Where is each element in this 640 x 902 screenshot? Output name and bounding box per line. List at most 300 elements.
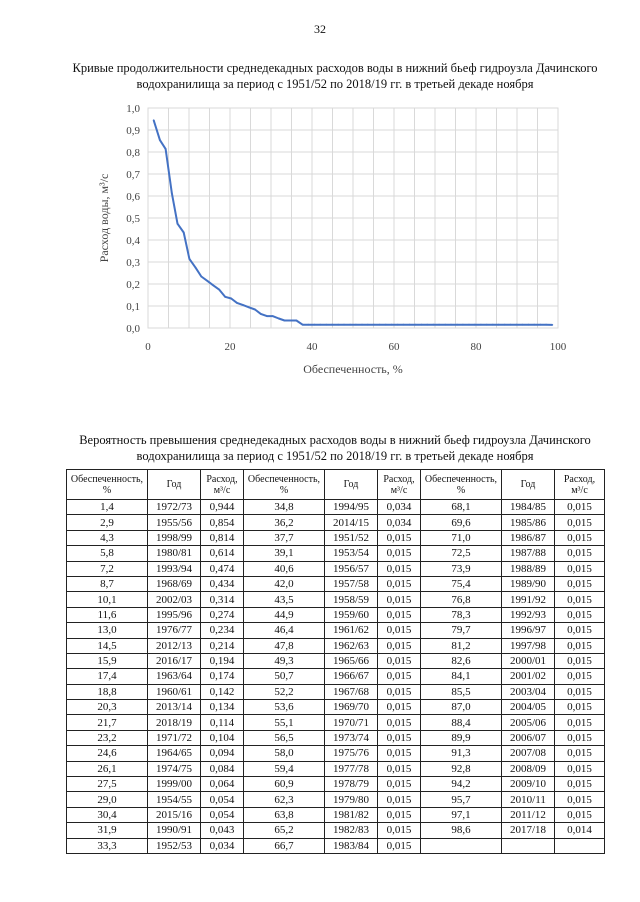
table-cell: 1974/75 — [148, 761, 201, 776]
table-cell: 31,9 — [67, 823, 148, 838]
table-cell: 1965/66 — [325, 653, 378, 668]
table-cell: 1953/54 — [325, 546, 378, 561]
table-header — [67, 470, 605, 500]
table-header-cell: Обеспеченность, % — [421, 470, 502, 500]
table-cell: 0,015 — [378, 746, 421, 761]
table-cell: 0,114 — [201, 715, 244, 730]
table-cell: 0,274 — [201, 607, 244, 622]
table-cell: 0,015 — [378, 607, 421, 622]
table-cell: 0,015 — [378, 838, 421, 853]
data-point — [438, 324, 440, 326]
table-cell: 2002/03 — [148, 592, 201, 607]
table-cell: 1989/90 — [502, 576, 555, 591]
table-cell: 0,043 — [201, 823, 244, 838]
table-row — [67, 546, 605, 561]
table-cell: 11,6 — [67, 607, 148, 622]
data-point — [456, 324, 458, 326]
data-point — [492, 324, 494, 326]
y-tick-label: 0,6 — [126, 191, 140, 203]
table-cell: 59,4 — [244, 761, 325, 776]
table-cell: 1983/84 — [325, 838, 378, 853]
table-cell: 0,015 — [378, 761, 421, 776]
table-cell: 92,8 — [421, 761, 502, 776]
table-cell: 1995/96 — [148, 607, 201, 622]
table-row — [67, 638, 605, 653]
table-cell: 0,015 — [555, 700, 605, 715]
data-point — [397, 324, 399, 326]
data-point — [314, 324, 316, 326]
table-cell: 0,015 — [555, 576, 605, 591]
table-cell: 1960/61 — [148, 684, 201, 699]
table-cell: 1997/98 — [502, 638, 555, 653]
table-cell: 1993/94 — [148, 561, 201, 576]
page-number: 32 — [314, 22, 326, 36]
table-cell: 1958/59 — [325, 592, 378, 607]
table-cell: 84,1 — [421, 669, 502, 684]
table-cell: 1954/55 — [148, 792, 201, 807]
table-cell: 1973/74 — [325, 730, 378, 745]
data-point — [242, 304, 244, 306]
table-row — [67, 730, 605, 745]
data-point — [361, 324, 363, 326]
table-cell — [502, 838, 555, 853]
data-point — [367, 324, 369, 326]
data-point — [319, 324, 321, 326]
data-point — [207, 280, 209, 282]
table-cell: 63,8 — [244, 807, 325, 822]
data-point — [409, 324, 411, 326]
table-cell: 1971/72 — [148, 730, 201, 745]
y-tick-label: 0,7 — [126, 169, 140, 181]
table-cell: 0,142 — [201, 684, 244, 699]
data-point — [331, 324, 333, 326]
table-cell: 36,2 — [244, 515, 325, 530]
table-cell: 2011/12 — [502, 807, 555, 822]
table-cell: 1969/70 — [325, 700, 378, 715]
table-cell: 2007/08 — [502, 746, 555, 761]
table-cell: 23,2 — [67, 730, 148, 745]
table-cell: 1972/73 — [148, 500, 201, 515]
table-cell: 82,6 — [421, 653, 502, 668]
table-cell: 40,6 — [244, 561, 325, 576]
table-cell: 0,015 — [378, 807, 421, 822]
x-tick-label: 60 — [388, 341, 400, 353]
data-point — [433, 324, 435, 326]
table-cell: 14,5 — [67, 638, 148, 653]
data-point — [498, 324, 500, 326]
table-cell: 1966/67 — [325, 669, 378, 684]
table-body — [67, 500, 605, 854]
x-tick-label: 100 — [549, 341, 567, 353]
table-cell: 0,015 — [378, 700, 421, 715]
data-point — [403, 324, 405, 326]
table-row — [67, 515, 605, 530]
table-cell: 0,015 — [378, 777, 421, 792]
table-cell: 2017/18 — [502, 823, 555, 838]
table-cell: 88,4 — [421, 715, 502, 730]
table-cell: 2003/04 — [502, 684, 555, 699]
table-cell: 0,015 — [555, 607, 605, 622]
data-point — [545, 324, 547, 326]
table-cell: 8,7 — [67, 576, 148, 591]
table-row — [67, 607, 605, 622]
table-cell: 30,4 — [67, 807, 148, 822]
table-cell: 58,0 — [244, 746, 325, 761]
data-point — [230, 298, 232, 300]
y-tick-label: 0,1 — [126, 301, 140, 313]
table-cell: 20,3 — [67, 700, 148, 715]
table-cell: 0,015 — [378, 530, 421, 545]
data-point — [200, 276, 202, 278]
table-cell — [555, 838, 605, 853]
data-point — [165, 148, 167, 150]
table-cell: 2010/11 — [502, 792, 555, 807]
table-cell: 10,1 — [67, 592, 148, 607]
y-tick-label: 1,0 — [126, 103, 140, 115]
table-row — [67, 592, 605, 607]
data-point — [414, 324, 416, 326]
table-cell: 1955/56 — [148, 515, 201, 530]
table-cell: 1967/68 — [325, 684, 378, 699]
data-point — [171, 192, 173, 194]
data-point — [528, 324, 530, 326]
table-row — [67, 746, 605, 761]
data-point — [373, 324, 375, 326]
table-cell: 2005/06 — [502, 715, 555, 730]
table-row — [67, 792, 605, 807]
table-cell: 0,015 — [555, 561, 605, 576]
data-point — [504, 324, 506, 326]
table-cell: 0,054 — [201, 792, 244, 807]
table-cell: 2004/05 — [502, 700, 555, 715]
table-cell: 43,5 — [244, 592, 325, 607]
table-cell: 2009/10 — [502, 777, 555, 792]
y-tick-label: 0,0 — [126, 323, 140, 335]
table-cell: 2016/17 — [148, 653, 201, 668]
table-row — [67, 684, 605, 699]
y-tick-label: 0,2 — [126, 279, 140, 291]
table-header-cell: Обеспеченность, % — [244, 470, 325, 500]
table-cell: 1999/00 — [148, 777, 201, 792]
table-cell: 0,015 — [378, 730, 421, 745]
table-header-cell: Год — [502, 470, 555, 500]
table-cell: 0,015 — [555, 669, 605, 684]
table-cell: 0,015 — [555, 592, 605, 607]
table-cell: 68,1 — [421, 500, 502, 515]
table-cell: 0,015 — [555, 653, 605, 668]
table-row — [67, 669, 605, 684]
table-cell: 46,4 — [244, 623, 325, 638]
table-cell: 65,2 — [244, 823, 325, 838]
table-cell: 0,234 — [201, 623, 244, 638]
table-cell: 0,015 — [378, 561, 421, 576]
table-cell: 0,064 — [201, 777, 244, 792]
data-point — [218, 289, 220, 291]
data-point — [391, 324, 393, 326]
table-cell: 0,094 — [201, 746, 244, 761]
table-cell: 0,015 — [555, 761, 605, 776]
table-cell: 0,015 — [555, 807, 605, 822]
y-tick-label: 0,9 — [126, 125, 140, 137]
y-axis-label: Расход воды, м³/с — [97, 173, 111, 263]
x-tick-label: 0 — [145, 341, 151, 353]
table-cell: 5,8 — [67, 546, 148, 561]
table-cell: 0,015 — [378, 623, 421, 638]
table-cell: 2018/19 — [148, 715, 201, 730]
duration-curve-chart — [90, 98, 570, 393]
data-point — [302, 324, 304, 326]
table-cell: 1956/57 — [325, 561, 378, 576]
table-cell: 1959/60 — [325, 607, 378, 622]
table-cell: 0,314 — [201, 592, 244, 607]
table-cell: 1980/81 — [148, 546, 201, 561]
table-cell: 75,4 — [421, 576, 502, 591]
table-cell: 62,3 — [244, 792, 325, 807]
data-point — [474, 324, 476, 326]
data-point — [278, 318, 280, 320]
table-cell: 95,7 — [421, 792, 502, 807]
table-row — [67, 500, 605, 515]
table-cell: 0,015 — [555, 546, 605, 561]
table-cell: 13,0 — [67, 623, 148, 638]
table-cell: 1990/91 — [148, 823, 201, 838]
table-cell: 1979/80 — [325, 792, 378, 807]
table-cell: 2000/01 — [502, 653, 555, 668]
table-cell: 0,015 — [555, 746, 605, 761]
data-point — [212, 284, 214, 286]
data-point — [260, 313, 262, 315]
table-cell: 1951/52 — [325, 530, 378, 545]
x-axis-label: Обеспеченность, % — [303, 362, 403, 376]
data-point — [290, 320, 292, 322]
table-cell: 0,134 — [201, 700, 244, 715]
table-cell: 47,8 — [244, 638, 325, 653]
x-tick-label: 40 — [306, 341, 318, 353]
table-cell: 1968/69 — [148, 576, 201, 591]
table-cell: 34,8 — [244, 500, 325, 515]
table-cell: 1978/79 — [325, 777, 378, 792]
table-cell: 1970/71 — [325, 715, 378, 730]
table-cell: 50,7 — [244, 669, 325, 684]
table-cell: 0,015 — [555, 777, 605, 792]
data-point — [421, 324, 423, 326]
data-point — [248, 306, 250, 308]
table-row — [67, 530, 605, 545]
table-cell: 56,5 — [244, 730, 325, 745]
table-cell: 37,7 — [244, 530, 325, 545]
table-cell: 79,7 — [421, 623, 502, 638]
table-cell: 52,2 — [244, 684, 325, 699]
data-point — [444, 324, 446, 326]
data-point — [159, 139, 161, 141]
data-point — [296, 320, 298, 322]
data-point — [153, 119, 155, 121]
table-cell: 66,7 — [244, 838, 325, 853]
table-cell: 2006/07 — [502, 730, 555, 745]
table-cell: 0,474 — [201, 561, 244, 576]
table-cell: 2014/15 — [325, 515, 378, 530]
table-cell: 1952/53 — [148, 838, 201, 853]
table-cell: 1998/99 — [148, 530, 201, 545]
data-point — [355, 324, 357, 326]
data-point — [254, 309, 256, 311]
table-cell: 1981/82 — [325, 807, 378, 822]
table-cell: 18,8 — [67, 684, 148, 699]
data-point — [266, 315, 268, 317]
table-cell: 1996/97 — [502, 623, 555, 638]
data-point — [540, 324, 542, 326]
data-point — [551, 324, 553, 326]
table-cell: 0,214 — [201, 638, 244, 653]
table-cell: 0,015 — [555, 638, 605, 653]
table-row — [67, 807, 605, 822]
table-cell: 0,814 — [201, 530, 244, 545]
table-cell: 33,3 — [67, 838, 148, 853]
table-cell: 0,014 — [555, 823, 605, 838]
data-point — [379, 324, 381, 326]
table-cell: 0,054 — [201, 807, 244, 822]
table-header-cell: Расход, м³/с — [555, 470, 605, 500]
data-point — [189, 258, 191, 260]
data-point — [272, 315, 274, 317]
data-point — [468, 324, 470, 326]
table-cell: 94,2 — [421, 777, 502, 792]
table-cell: 1982/83 — [325, 823, 378, 838]
data-point — [343, 324, 345, 326]
y-tick-label: 0,5 — [126, 213, 140, 225]
table-cell: 1984/85 — [502, 500, 555, 515]
table-cell: 0,015 — [378, 823, 421, 838]
table-row — [67, 715, 605, 730]
data-point — [325, 324, 327, 326]
table-cell: 0,015 — [555, 623, 605, 638]
data-point — [307, 324, 309, 326]
table-cell: 55,1 — [244, 715, 325, 730]
table-row — [67, 700, 605, 715]
table-title: Вероятность превышения среднедекадных расходов воды в нижний бьеф гидроузла Дачинского водохранилища за период с 1951/52 по 2018/19 гг. в третьей декаде ноября — [79, 433, 591, 463]
table-cell: 60,9 — [244, 777, 325, 792]
table-row — [67, 761, 605, 776]
table-cell: 29,0 — [67, 792, 148, 807]
table-cell: 0,614 — [201, 546, 244, 561]
table-cell: 49,3 — [244, 653, 325, 668]
table-cell: 21,7 — [67, 715, 148, 730]
table-cell: 1994/95 — [325, 500, 378, 515]
table-cell: 1963/64 — [148, 669, 201, 684]
y-tick-label: 0,8 — [126, 147, 140, 159]
table-cell: 24,6 — [67, 746, 148, 761]
table-cell: 42,0 — [244, 576, 325, 591]
table-cell: 69,6 — [421, 515, 502, 530]
table-cell: 0,015 — [555, 500, 605, 515]
x-tick-label: 80 — [470, 341, 482, 353]
table-cell: 0,015 — [555, 792, 605, 807]
data-point — [516, 324, 518, 326]
table-cell: 0,015 — [378, 653, 421, 668]
table-cell: 1988/89 — [502, 561, 555, 576]
table-cell: 1975/76 — [325, 746, 378, 761]
table-row — [67, 653, 605, 668]
table-cell: 2012/13 — [148, 638, 201, 653]
table-cell: 1992/93 — [502, 607, 555, 622]
table-cell: 1957/58 — [325, 576, 378, 591]
chart-svg — [90, 98, 570, 388]
table-cell: 1,4 — [67, 500, 148, 515]
table-cell: 85,5 — [421, 684, 502, 699]
table-cell: 7,2 — [67, 561, 148, 576]
table-cell: 81,2 — [421, 638, 502, 653]
table-cell: 2008/09 — [502, 761, 555, 776]
data-point — [510, 324, 512, 326]
table-cell: 89,9 — [421, 730, 502, 745]
table-cell: 78,3 — [421, 607, 502, 622]
table-cell: 0,084 — [201, 761, 244, 776]
table-cell: 72,5 — [421, 546, 502, 561]
table-cell: 26,1 — [67, 761, 148, 776]
table-cell: 98,6 — [421, 823, 502, 838]
data-point — [236, 302, 238, 304]
table-cell: 76,8 — [421, 592, 502, 607]
table-row — [67, 823, 605, 838]
table-cell: 0,015 — [378, 546, 421, 561]
table-cell: 0,015 — [378, 592, 421, 607]
chart-title: Кривые продолжительности среднедекадных расходов воды в нижний бьеф гидроузла Дачинского водохранилища за период с 1951/52 по 2018/19 гг. в третьей декаде ноября — [72, 61, 598, 91]
table-cell: 0,034 — [378, 500, 421, 515]
y-tick-label: 0,4 — [126, 235, 140, 247]
table-cell: 0,015 — [378, 638, 421, 653]
table-cell: 1961/62 — [325, 623, 378, 638]
data-point — [426, 324, 428, 326]
table-cell: 87,0 — [421, 700, 502, 715]
data-point — [385, 324, 387, 326]
table-cell: 2001/02 — [502, 669, 555, 684]
table-cell: 0,174 — [201, 669, 244, 684]
data-point — [462, 324, 464, 326]
table-header-cell: Год — [148, 470, 201, 500]
table-cell: 1977/78 — [325, 761, 378, 776]
table-cell: 39,1 — [244, 546, 325, 561]
table-row — [67, 576, 605, 591]
table-cell: 0,194 — [201, 653, 244, 668]
table-cell: 44,9 — [244, 607, 325, 622]
data-point — [183, 232, 185, 234]
y-tick-label: 0,3 — [126, 257, 140, 269]
table-cell: 1976/77 — [148, 623, 201, 638]
table-row — [67, 838, 605, 853]
table-header-cell: Расход, м³/с — [201, 470, 244, 500]
table-cell: 1985/86 — [502, 515, 555, 530]
data-point — [349, 324, 351, 326]
data-point — [486, 324, 488, 326]
data-point — [521, 324, 523, 326]
table-cell: 2013/14 — [148, 700, 201, 715]
table-header-row — [67, 470, 605, 500]
table-cell: 73,9 — [421, 561, 502, 576]
data-point — [177, 223, 179, 225]
x-tick-label: 20 — [224, 341, 236, 353]
data-point — [480, 324, 482, 326]
table-cell: 0,015 — [378, 715, 421, 730]
table-header-cell: Год — [325, 470, 378, 500]
table-cell: 1962/63 — [325, 638, 378, 653]
table-cell: 17,4 — [67, 669, 148, 684]
data-point — [284, 320, 286, 322]
data-point — [450, 324, 452, 326]
table-cell: 0,104 — [201, 730, 244, 745]
table-cell: 1964/65 — [148, 746, 201, 761]
table-cell: 0,015 — [378, 669, 421, 684]
table-cell: 0,015 — [378, 792, 421, 807]
